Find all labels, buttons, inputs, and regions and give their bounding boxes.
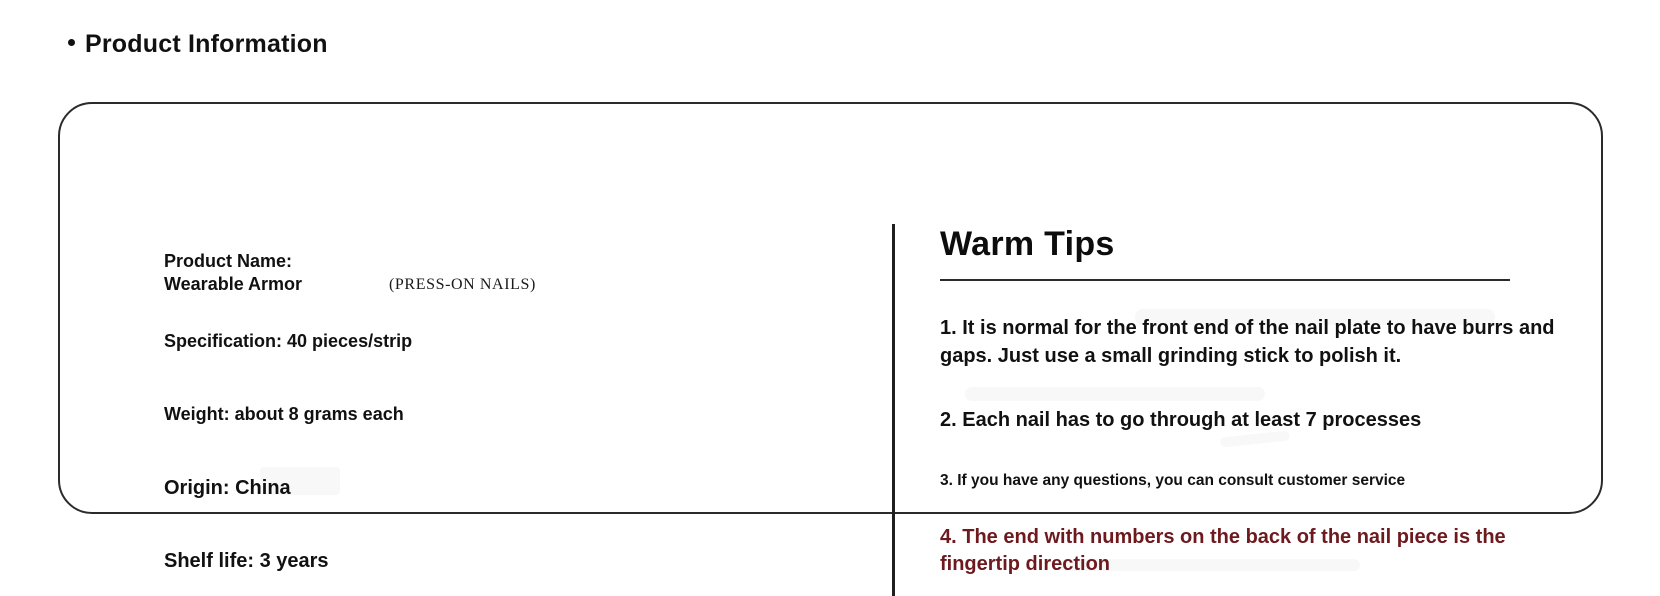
product-name-block [164,250,394,297]
warm-tips-underline [940,279,1510,281]
shelf-life-line: Shelf life: 3 years [164,550,329,572]
bullet-dot-icon [68,39,75,46]
page-title-text: Product Information [85,30,328,58]
vertical-divider [892,224,895,596]
product-name-row [164,250,864,312]
page-title [68,30,328,59]
warm-tips-column [940,226,1600,579]
info-card [58,102,1603,576]
warm-tip-item: 2. Each nail has to go through at least 7 processes [940,408,1422,431]
product-name-value: Wearable Armor [164,274,303,295]
product-details-column [164,250,864,573]
warm-tip-item: 3. If you have any questions, you can consult customer service [940,472,1406,490]
warm-tip-item-highlight: 4. The end with numbers on the back of the nail piece is the fingertip direction [940,525,1506,576]
weight-line: Weight: about 8 grams each [164,404,404,424]
origin-line: Origin: China [164,477,291,499]
product-name-label: Product Name: [164,251,293,271]
product-name-note: (PRESS-ON NAILS) [389,276,536,293]
warm-tip-item: 1. It is normal for the front end of the nail plate to have burrs and gaps. Just use a small grinding stick to polish it. [940,317,1555,367]
warm-tips-title: Warm Tips [940,225,1115,263]
specification-line: Specification: 40 pieces/strip [164,331,413,351]
